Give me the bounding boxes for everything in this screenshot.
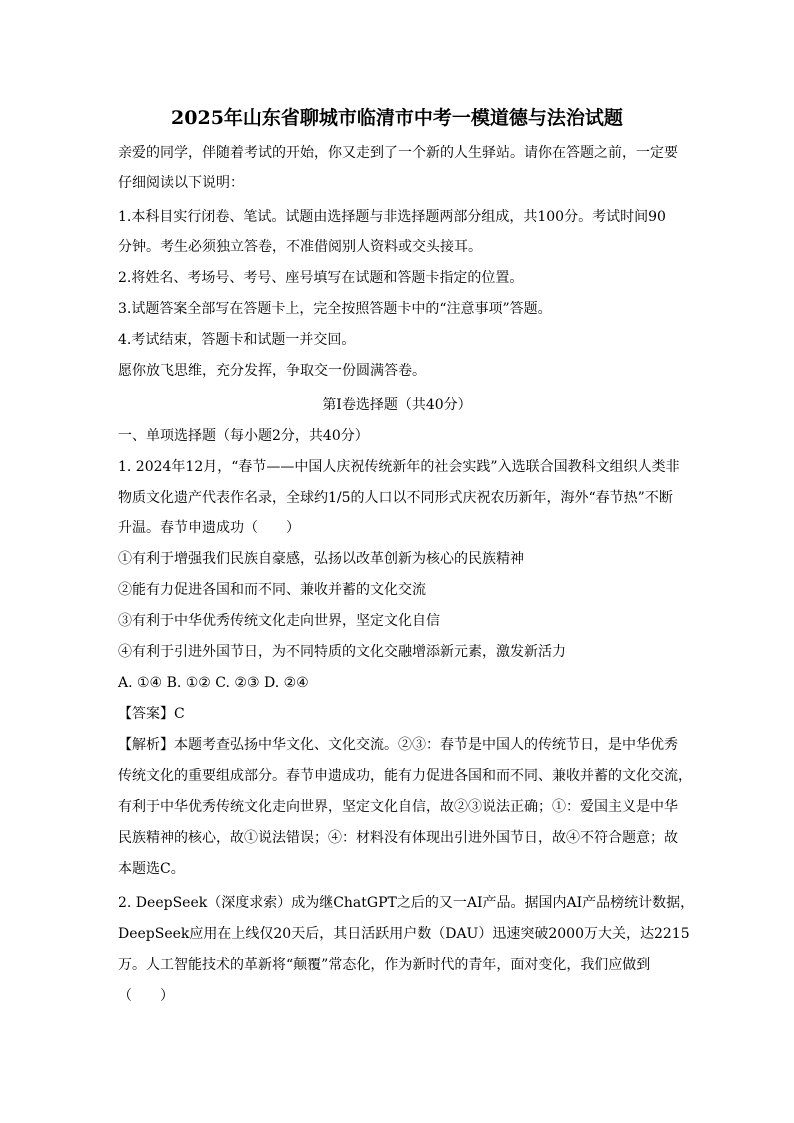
- part-heading: 一、单项选择题（每小题2分，共40分）: [118, 428, 369, 444]
- q2-stem-line-3: 万。人工智能技术的革新将“颠覆”常态化，作为新时代的青年，面对变化，我们应做到: [118, 957, 651, 973]
- q1-stem-line-2: 物质文化遗产代表作名录，全球约1/5的人口以不同形式庆祝农历新年，海外“春节热”不断: [118, 490, 673, 506]
- q1-analysis-line-3: 有利于中华优秀传统文化走向世界，坚定文化自信，故②③说法正确；①：爱国主义是中华: [118, 799, 678, 815]
- q2-stem-line-1: 2. DeepSeek（深度求索）成为继ChatGPT之后的又一AI产品。据国内AI产品榜统计数据，: [118, 895, 695, 911]
- q1-stem-line-3: 升温。春节申遗成功（ ）: [118, 520, 300, 536]
- q1-analysis-line-2: 传统文化的重要组成部分。春节申遗成功，能有力促进各国和而不同、兼收并蓄的文化交流，: [118, 768, 692, 784]
- rule-2: 2.将姓名、考场号、考号、座号填写在试题和答题卡指定的位置。: [118, 270, 524, 286]
- exam-title: 2025年山东省聊城市临清市中考一模道德与法治试题: [171, 107, 623, 129]
- q2-stem-line-4: （ ）: [118, 988, 174, 1004]
- q1-analysis-line-4: 民族精神的核心，故①说法错误；④：材料没有体现出引进外国节日，故④不符合题意；故: [118, 830, 678, 846]
- intro-line-2: 仔细阅读以下说明：: [118, 175, 244, 191]
- section-title: 第Ⅰ卷选择题（共40分）: [322, 397, 472, 413]
- q1-option-2: ②能有力促进各国和而不同、兼收并蓄的文化交流: [118, 582, 426, 598]
- q1-option-1: ①有利于增强我们民族自豪感，弘扬以改革创新为核心的民族精神: [118, 551, 524, 567]
- q1-option-3: ③有利于中华优秀传统文化走向世界，坚定文化自信: [118, 613, 440, 629]
- q1-answer: 【答案】C: [118, 706, 185, 722]
- q2-stem-line-2: DeepSeek应用在上线仅20天后，其日活跃用户数（DAU）迅速突破2000万大关，达2215: [118, 926, 690, 942]
- q1-choices: A. ①④ B. ①② C. ②③ D. ②④: [118, 675, 309, 691]
- wish-line: 愿你放飞思维，充分发挥，争取交一份圆满答卷。: [118, 363, 426, 379]
- rule-4: 4.考试结束，答题卡和试题一并交回。: [118, 332, 356, 348]
- q1-analysis-line-1: 【解析】本题考查弘扬中华文化、文化交流。②③：春节是中国人的传统节日，是中华优秀: [118, 737, 678, 753]
- intro-line-1: 亲爱的同学，伴随着考试的开始，你又走到了一个新的人生驿站。请你在答题之前，一定要: [118, 145, 678, 161]
- q1-analysis-line-5: 本题选C。: [118, 861, 185, 877]
- rule-1-line-2: 分钟。考生必须独立答卷，不准借阅别人资料或交头接耳。: [118, 239, 482, 255]
- rule-1-line-1: 1.本科目实行闭卷、笔试。试题由选择题与非选择题两部分组成，共100分。考试时间90: [118, 209, 666, 225]
- rule-3: 3.试题答案全部写在答题卡上，完全按照答题卡中的“注意事项”答题。: [118, 301, 552, 317]
- q1-option-4: ④有利于引进外国节日，为不同特质的文化交融增添新元素，激发新活力: [118, 644, 566, 660]
- q1-stem-line-1: 1. 2024年12月，“春节——中国人庆祝传统新年的社会实践”入选联合国教科文组织人类非: [118, 459, 680, 475]
